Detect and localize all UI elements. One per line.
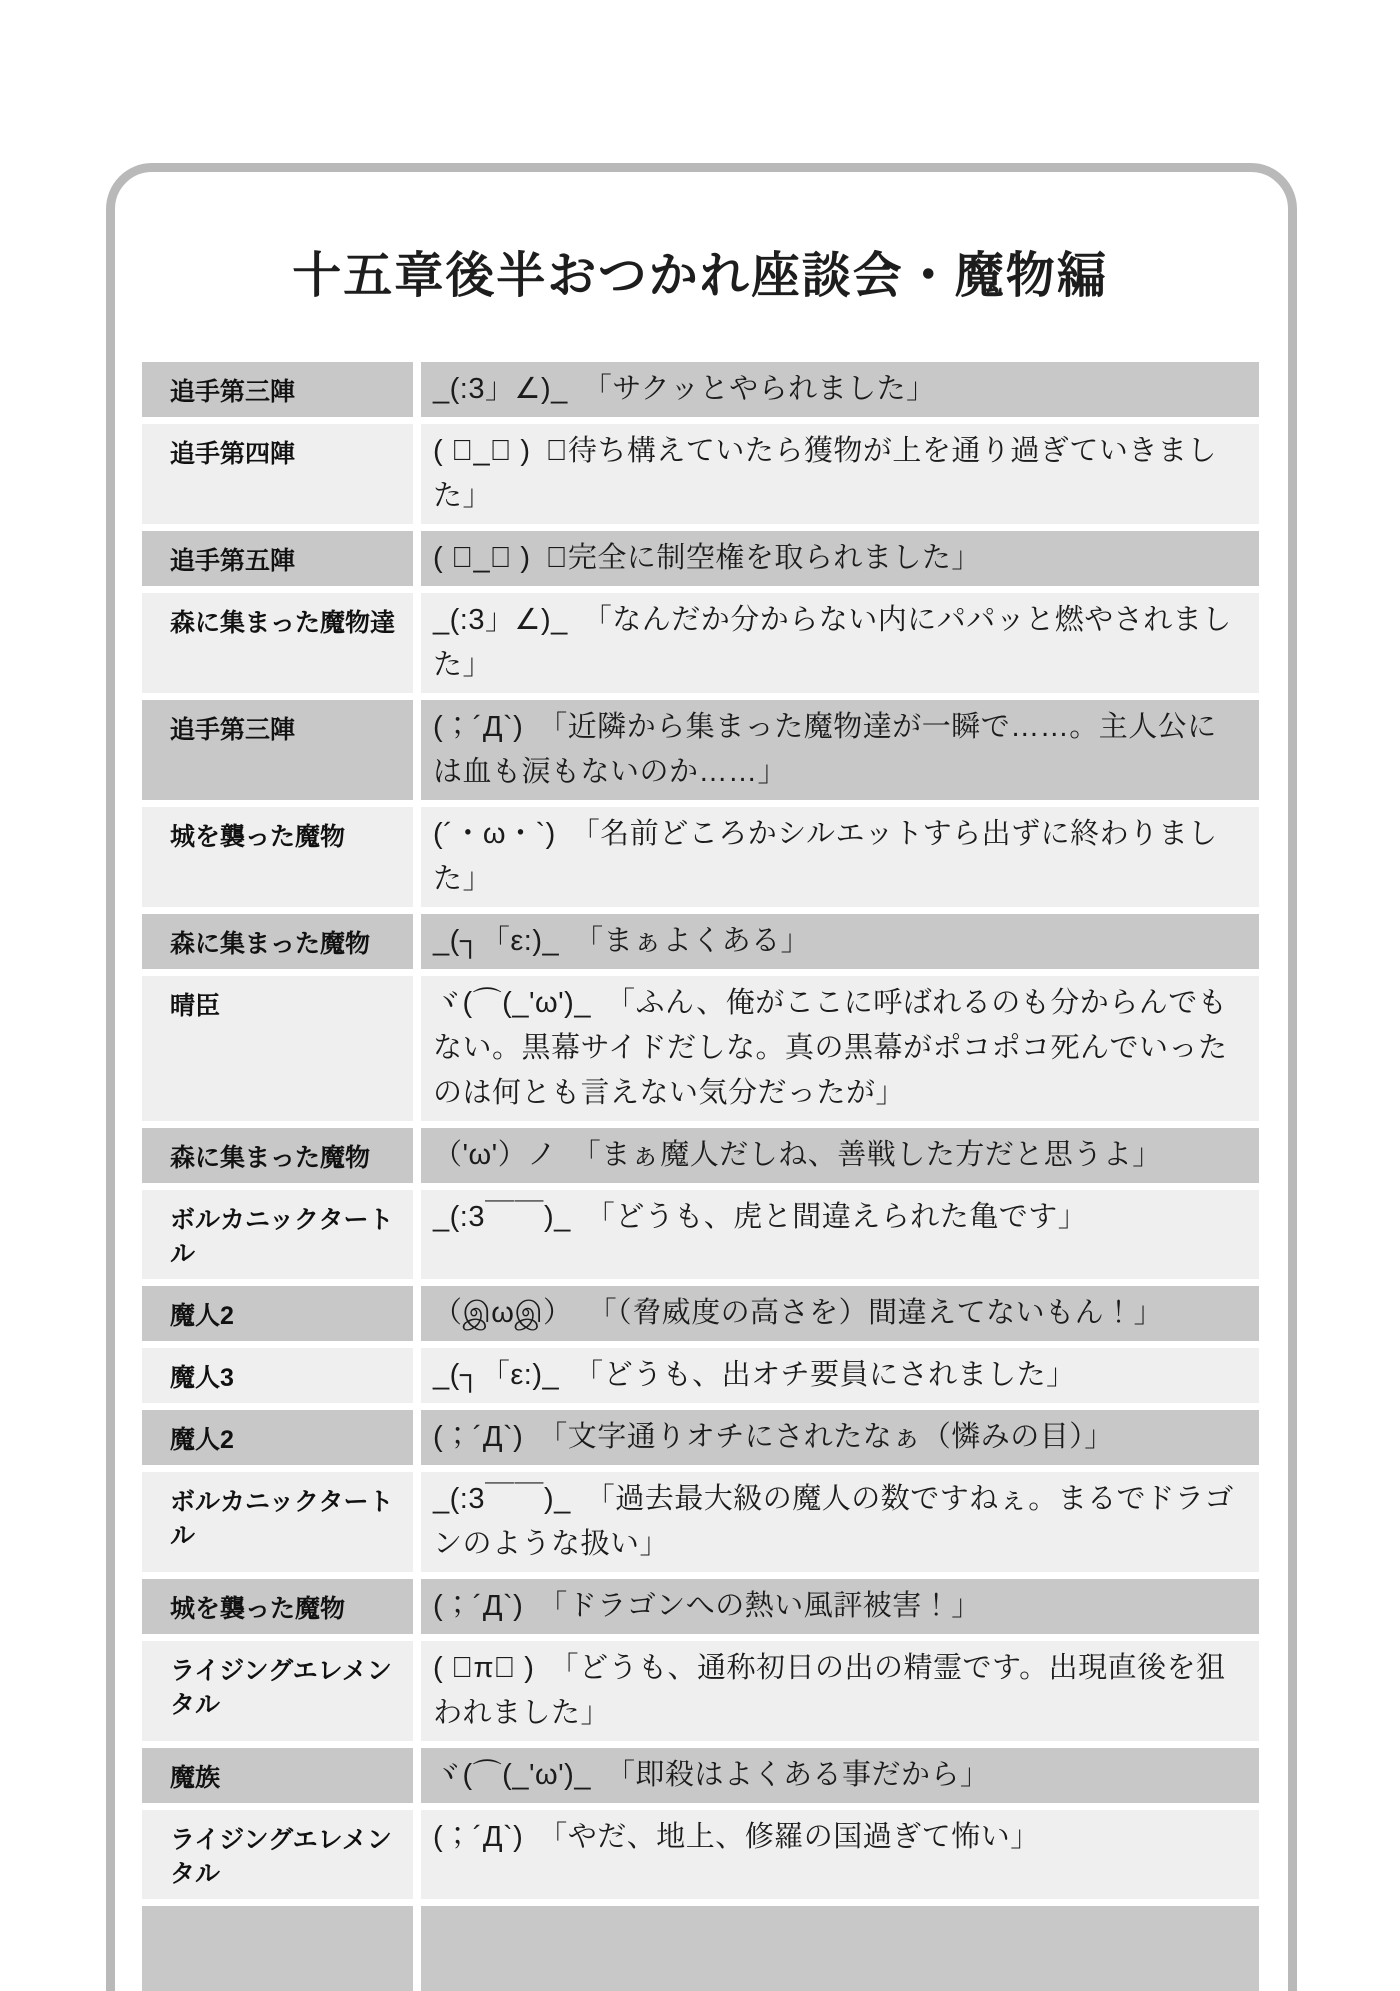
kaomoji: ( ゚_゚ )	[433, 542, 531, 574]
dialogue-text: 「サクッとやられました」	[567, 373, 936, 405]
dialogue-cell	[421, 531, 1259, 586]
dialogue-cell	[421, 1286, 1259, 1341]
speaker-cell: ボルカニックタートル	[142, 1190, 413, 1279]
speaker-cell: 森に集まった魔物達	[142, 593, 413, 693]
speaker-cell: 森に集まった魔物	[142, 914, 413, 969]
dialogue-cell	[421, 362, 1259, 417]
kaomoji: （'ω'）ノ	[433, 1139, 557, 1171]
speaker-cell: ライジングエレメンタル	[142, 1810, 413, 1899]
speaker-cell: 森に集まった魔物	[142, 1128, 413, 1183]
speaker-cell: ボルカニックタートル	[142, 1472, 413, 1572]
speaker-cell: 魔族	[142, 1748, 413, 1803]
kaomoji: _(┐「ε:)_	[433, 1359, 560, 1391]
empty-speaker-cell	[142, 1906, 413, 1991]
dialogue-cell	[421, 1472, 1259, 1572]
kaomoji: ( ゚_゚ )	[433, 435, 531, 467]
dialogue-cell	[421, 1748, 1259, 1803]
dialogue-text: 「即殺はよくある事だから」	[590, 1759, 990, 1791]
dialogue-text: 「なんだか分からない内にパパッと燃やされました」	[433, 604, 1232, 681]
speaker-cell: 城を襲った魔物	[142, 1579, 413, 1634]
dialogue-text: 「どうも、出オチ要員にされました」	[559, 1359, 1076, 1391]
dialogue-cell	[421, 914, 1259, 969]
speaker-cell: 魔人3	[142, 1348, 413, 1403]
kaomoji: (；´Д`)	[433, 1421, 524, 1453]
speaker-cell: 追手第五陣	[142, 531, 413, 586]
kaomoji: ヾ(⌒(_'ω')_	[433, 1759, 591, 1791]
dialogue-cell	[421, 1410, 1259, 1465]
empty-dialogue-cell	[421, 1906, 1259, 1991]
dialogue-cell	[421, 1348, 1259, 1403]
speaker-cell: 追手第三陣	[142, 700, 413, 800]
dialogue-text: 「文字通りオチにされたなぁ（憐みの目）」	[523, 1421, 1114, 1453]
dialogue-text: 「待ち構えていたら獲物が上を通り過ぎていきました」	[433, 435, 1217, 512]
dialogue-text: 「どうも、通称初日の出の精霊です。出現直後を狙われました」	[433, 1652, 1226, 1729]
dialogue-text: 「まぁよくある」	[559, 925, 811, 957]
dialogue-text: 「どうも、虎と間違えられた亀です」	[570, 1201, 1088, 1233]
speaker-cell: 魔人2	[142, 1286, 413, 1341]
kaomoji: (；´Д`)	[433, 1590, 524, 1622]
kaomoji: _(:3」∠)_	[433, 373, 568, 405]
kaomoji: (；´Д`)	[433, 711, 524, 743]
kaomoji: ( ゚π゚ )	[433, 1652, 535, 1684]
dialogue-text: 「ドラゴンへの熱い風評被害！」	[523, 1590, 981, 1622]
dialogue-cell	[421, 1128, 1259, 1183]
dialogue-cell	[421, 1641, 1259, 1741]
kaomoji: (´・ω・`)	[433, 818, 556, 850]
dialogue-text: 「名前どころかシルエットすら出ずに終わりました」	[433, 818, 1218, 895]
speaker-cell: 城を襲った魔物	[142, 807, 413, 907]
kaomoji: _(:3￣￣)_	[433, 1201, 571, 1233]
dialogue-cell	[421, 593, 1259, 693]
dialogue-text: 「（脅威度の高さを）間違えてないもん！」	[572, 1297, 1164, 1329]
dialogue-text: 「完全に制空権を取られました」	[530, 542, 981, 574]
speaker-cell: 魔人2	[142, 1410, 413, 1465]
dialogue-text: 「やだ、地上、修羅の国過ぎて怖い」	[523, 1821, 1040, 1853]
dialogue-text: 「ふん、俺がここに呼ばれるのも分からんでもない。黒幕サイドだしな。真の黒幕がポコポコ死んでいったのは何とも言えない気分だったが」	[433, 987, 1228, 1109]
speaker-cell: ライジングエレメンタル	[142, 1641, 413, 1741]
roundtable-table	[142, 362, 1259, 1991]
dialogue-cell	[421, 700, 1259, 800]
dialogue-cell	[421, 976, 1259, 1121]
dialogue-cell	[421, 424, 1259, 524]
kaomoji: (；´Д`)	[433, 1821, 524, 1853]
dialogue-text: 「まぁ魔人だしね、善戦した方だと思うよ」	[556, 1139, 1162, 1171]
dialogue-cell	[421, 1810, 1259, 1899]
dialogue-cell	[421, 1579, 1259, 1634]
speaker-cell: 追手第四陣	[142, 424, 413, 524]
dialogue-text: 「近隣から集まった魔物達が一瞬で……。主人公には血も涙もないのか……」	[433, 711, 1217, 788]
kaomoji: _(┐「ε:)_	[433, 925, 560, 957]
dialogue-cell	[421, 807, 1259, 907]
dialogue-cell	[421, 1190, 1259, 1279]
kaomoji: _(:3」∠)_	[433, 604, 568, 636]
kaomoji: （இωஇ）	[433, 1297, 573, 1329]
kaomoji: _(:3￣￣)_	[433, 1483, 571, 1515]
page-title: 十五章後半おつかれ座談会・魔物編	[292, 249, 1108, 303]
speaker-cell: 追手第三陣	[142, 362, 413, 417]
speaker-cell: 晴臣	[142, 976, 413, 1121]
dialogue-text: 「過去最大級の魔人の数ですねぇ。まるでドラゴンのような扱い」	[433, 1483, 1234, 1560]
kaomoji: ヾ(⌒(_'ω')_	[433, 987, 591, 1019]
